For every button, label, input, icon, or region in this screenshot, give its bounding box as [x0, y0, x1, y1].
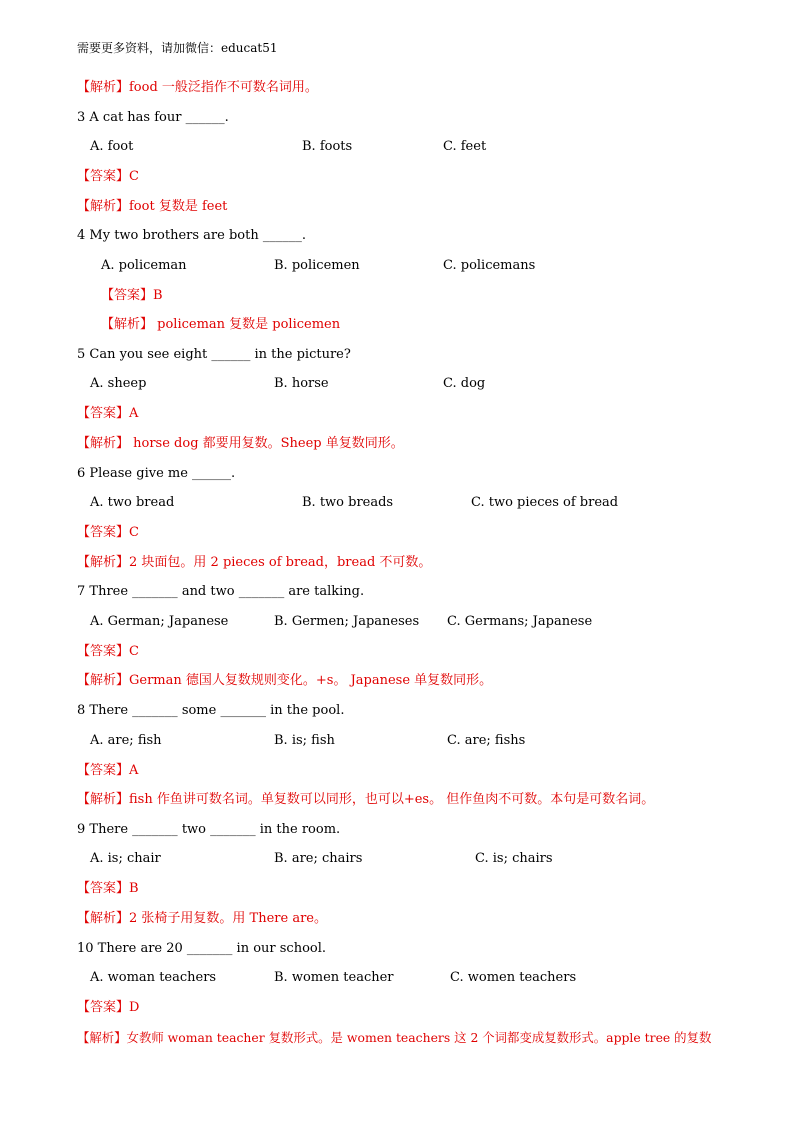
q8-option-b: B. is; fish [274, 733, 335, 748]
q8-question: 8 There _______ some _______ in the pool. [77, 703, 345, 718]
q4-question: 4 My two brothers are both ______. [77, 228, 306, 243]
q6-option-b: B. two breads [302, 495, 394, 510]
q6-analysis: 【解析】2 块面包。用 2 pieces of bread，bread 不可数。 [77, 555, 432, 570]
q5-option-a: A. sheep [90, 376, 147, 391]
q4-option-a: A. policeman [101, 258, 187, 273]
q6-option-c: C. two pieces of bread [471, 495, 619, 510]
q6-question: 6 Please give me ______. [77, 466, 236, 481]
q10-analysis: 【解析】女教师 woman teacher 复数形式。是 women teachers 这 2 个词都变成复数形式。apple tree 的复数 [77, 1030, 712, 1045]
q3-option-b: B. foots [302, 139, 353, 154]
q6-answer: 【答案】C [77, 525, 139, 540]
q8-analysis: 【解析】fish 作鱼讲可数名词。单复数可以同形，也可以+es。 但作鱼肉不可数。本句是可数名词。 [77, 792, 655, 807]
q9-answer: 【答案】B [77, 881, 139, 896]
q7-answer: 【答案】C [77, 644, 139, 659]
q4-option-b: B. policemen [274, 258, 360, 273]
q8-answer: 【答案】A [77, 763, 139, 778]
q9-question: 9 There _______ two _______ in the room. [77, 822, 341, 837]
q6-option-a: A. two bread [90, 495, 175, 510]
q7-option-b: B. Germen; Japaneses [274, 614, 420, 629]
q7-option-c: C. Germans; Japanese [447, 614, 593, 629]
q3-option-a: A. foot [90, 139, 134, 154]
q4-answer: 【答案】B [101, 288, 163, 303]
q8-option-c: C. are; fishs [447, 733, 526, 748]
q3-answer: 【答案】C [77, 169, 139, 184]
q10-option-c: C. women teachers [450, 970, 577, 985]
q7-option-a: A. German; Japanese [90, 614, 229, 629]
q3-option-c: C. feet [443, 139, 487, 154]
q2-analysis: 【解析】food 一般泛指作不可数名词用。 [77, 80, 318, 95]
q9-option-b: B. are; chairs [274, 851, 363, 866]
q10-answer: 【答案】D [77, 1000, 140, 1015]
q5-option-b: B. horse [274, 376, 329, 391]
q5-analysis: 【解析】 horse dog 都要用复数。Sheep 单复数同形。 [77, 436, 404, 451]
q7-question: 7 Three _______ and two _______ are talking. [77, 584, 365, 599]
q4-analysis: 【解析】 policeman 复数是 policemen [101, 317, 341, 332]
q5-answer: 【答案】A [77, 406, 139, 421]
q3-question: 3 A cat has four ______. [77, 110, 229, 125]
q4-option-c: C. policemans [443, 258, 536, 273]
q10-option-b: B. women teacher [274, 970, 394, 985]
q3-analysis: 【解析】foot 复数是 feet [77, 199, 228, 214]
q10-question: 10 There are 20 _______ in our school. [77, 941, 327, 956]
q10-option-a: A. woman teachers [90, 970, 217, 985]
q5-option-c: C. dog [443, 376, 486, 391]
q9-analysis: 【解析】2 张椅子用复数。用 There are。 [77, 911, 327, 926]
q5-question: 5 Can you see eight ______ in the picture? [77, 347, 351, 362]
q9-option-c: C. is; chairs [475, 851, 553, 866]
q7-analysis: 【解析】German 德国人复数规则变化。+s。 Japanese 单复数同形。 [77, 673, 493, 688]
page-header: 需要更多资料，请加微信：educat51 [77, 41, 278, 55]
q9-option-a: A. is; chair [90, 851, 161, 866]
q8-option-a: A. are; fish [90, 733, 162, 748]
